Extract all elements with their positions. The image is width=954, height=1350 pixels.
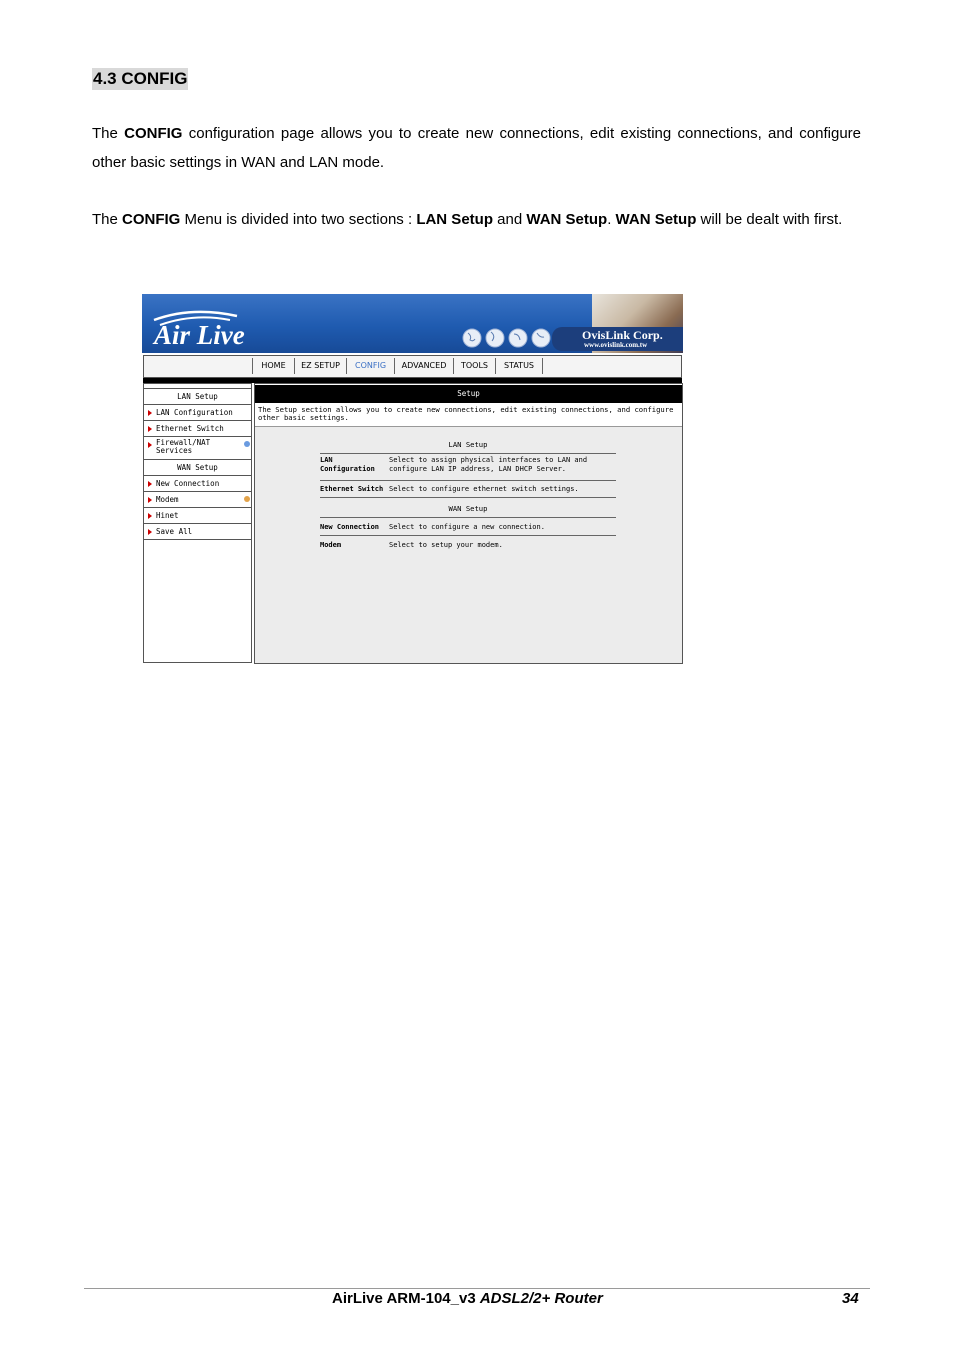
arrow-icon (148, 529, 152, 535)
sidebar-item-save-all[interactable]: Save All (144, 524, 251, 540)
divider (320, 453, 616, 454)
sidebar-header-wan: WAN Setup (144, 460, 251, 476)
wan-setup-title: WAN Setup (448, 504, 488, 513)
divider (320, 497, 616, 498)
divider (320, 480, 616, 481)
section-heading: 4.3 CONFIG (93, 69, 188, 88)
arrow-icon (148, 426, 152, 432)
main-panel: Setup The Setup section allows you to create new connections, edit existing connections, and configure other basic settings. LAN Setup LAN Configuration Select to assign physical interfaces to LAN and configure LAN IP address, LAN DHCP Server. Ethernet Switch Select to configure ethernet switch settings. WAN Setup New Connection Select to configure a new connection. Modem Select to setup your modem. (254, 383, 683, 664)
tab-home[interactable]: HOME (252, 358, 294, 374)
sidebar (143, 383, 252, 663)
tab-tools[interactable]: TOOLS (453, 358, 495, 374)
divider (320, 535, 616, 536)
globe-icons (462, 327, 552, 349)
arrow-icon (148, 497, 152, 503)
sidebar-header-lan: LAN Setup (144, 389, 251, 405)
airlive-logo (152, 308, 302, 348)
router-config-screenshot (142, 294, 683, 664)
tab-ez-setup[interactable]: EZ SETUP (294, 358, 346, 374)
tab-status[interactable]: STATUS (495, 358, 543, 374)
sidebar-item-ethernet-switch[interactable]: Ethernet Switch (144, 421, 251, 437)
panel-description: The Setup section allows you to create new connections, edit existing connections, and configure other basic settings. (255, 403, 682, 427)
expand-orb-icon (244, 496, 250, 502)
arrow-icon (148, 442, 152, 448)
lan-setup-title: LAN Setup (448, 440, 488, 449)
sidebar-item-lan-configuration[interactable]: LAN Configuration (144, 405, 251, 421)
divider (320, 517, 616, 518)
footer-product: AirLive ARM-104_v3 ADSL2/2+ Router (332, 1290, 603, 1307)
ovislink-badge: OvisLink Corp. www.ovislink.com.tw (552, 327, 683, 351)
panel-title: Setup (255, 385, 682, 403)
arrow-icon (148, 513, 152, 519)
sidebar-item-hinet[interactable]: Hinet (144, 508, 251, 524)
page-number: 34 (842, 1290, 859, 1307)
expand-orb-icon (244, 441, 250, 447)
arrow-icon (148, 410, 152, 416)
sidebar-item-modem[interactable]: Modem (144, 492, 251, 508)
arrow-icon (148, 481, 152, 487)
nav-bar (252, 358, 543, 374)
sidebar-item-firewall-nat[interactable]: Firewall/NAT Services (144, 437, 251, 460)
menu-paragraph: The CONFIG Menu is divided into two sections : LAN Setup and WAN Setup. WAN Setup will be dealt with first. (92, 211, 843, 228)
footer-divider (84, 1288, 870, 1289)
svg-text:Air Live: Air Live (154, 320, 245, 348)
intro-paragraph: The CONFIG configuration page allows you to create new connections, edit existing connections, and configure other basic settings in WAN and LAN mode. (92, 125, 862, 171)
sidebar-item-new-connection[interactable]: New Connection (144, 476, 251, 492)
tab-config[interactable]: CONFIG (346, 358, 394, 374)
tab-advanced[interactable]: ADVANCED (394, 358, 453, 374)
